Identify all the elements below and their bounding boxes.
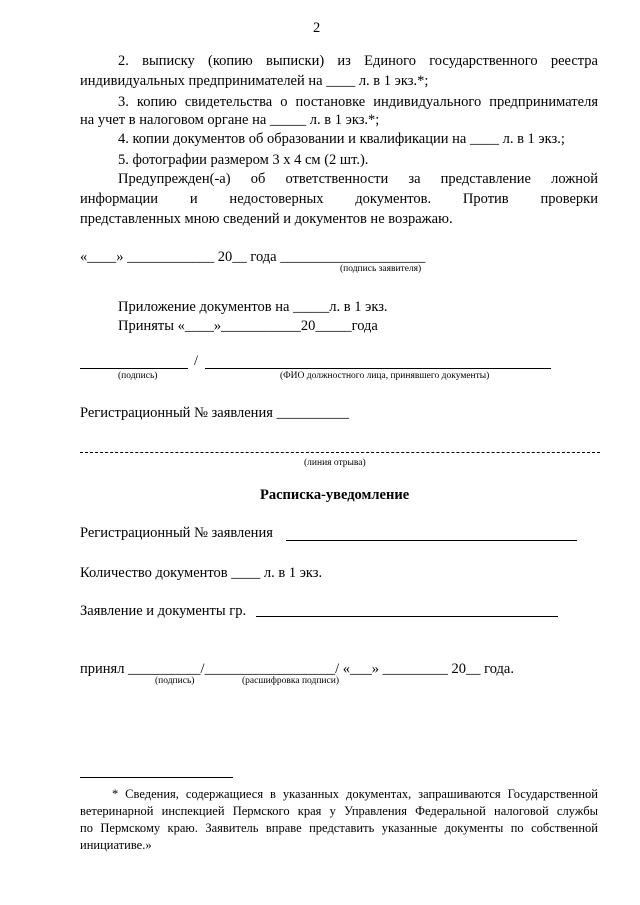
receipt-signature-caption: (подпись) [155, 676, 195, 686]
list-item-3-line2: на учет в налоговом органе на _____ л. в 1 экз.*; [80, 112, 380, 128]
tear-line-caption: (линия отрыва) [304, 458, 366, 468]
receipt-decode-caption: (расшифровка подписи) [242, 676, 339, 686]
official-signature-caption: (подпись) [118, 371, 158, 381]
footnote-line3: по Пермскому краю. Заявитель вправе представить указанные документы по собственной [80, 821, 598, 835]
footnote-line1: * Сведения, содержащиеся в указанных документах, запрашиваются Государственной [112, 787, 598, 801]
list-item-2-line1: 2. выписку (копию выписки) из Единого государственного реестра [118, 53, 598, 69]
receipt-registration-blank [286, 540, 577, 541]
signature-slash: / [194, 353, 199, 369]
official-name-blank [205, 368, 551, 369]
warning-line2: информации и недостоверных документов. Против проверки [80, 191, 598, 207]
list-item-4: 4. копии документов об образовании и квалификации на ____ л. в 1 экз.; [118, 131, 565, 147]
receipt-applicant-blank [256, 616, 558, 617]
list-item-5: 5. фотографии размером 3 х 4 см (2 шт.). [118, 152, 369, 168]
receipt-accepted-line: принял __________/__________________/ «___» _________ 20__ года. [80, 661, 514, 677]
footnote-separator [80, 777, 233, 778]
warning-line1: Предупрежден(-а) об ответственности за представление ложной [118, 171, 598, 187]
applicant-signature-caption: (подпись заявителя) [340, 264, 422, 274]
list-item-2-line2: индивидуальных предпринимателей на ____ л. в 1 экз.*; [80, 73, 429, 89]
tear-line [80, 452, 600, 453]
accepted-date-line: Приняты «____»___________20_____года [118, 318, 378, 334]
receipt-title: Расписка-уведомление [260, 487, 410, 503]
receipt-registration-label: Регистрационный № заявления [80, 525, 273, 541]
official-signature-blank [80, 368, 188, 369]
registration-number-line: Регистрационный № заявления __________ [80, 405, 350, 421]
receipt-applicant-label: Заявление и документы гр. [80, 603, 247, 619]
warning-line3: представленных мною сведений и документов не возражаю. [80, 211, 453, 227]
attachment-line: Приложение документов на _____л. в 1 экз. [118, 299, 388, 315]
receipt-document-count: Количество документов ____ л. в 1 экз. [80, 565, 323, 581]
footnote-line2: ветеринарной инспекцией Пермского края у Управления Федеральной налоговой службы [80, 804, 598, 818]
list-item-3-line1: 3. копию свидетельства о постановке индивидуального предпринимателя [118, 94, 598, 110]
footnote-line4: инициативе.» [80, 838, 152, 852]
page-number: 2 [313, 20, 321, 36]
official-name-caption: (ФИО должностного лица, принявшего документы) [280, 371, 490, 381]
date-signature-line: «____» ____________ 20__ года ____________________ [80, 249, 426, 265]
